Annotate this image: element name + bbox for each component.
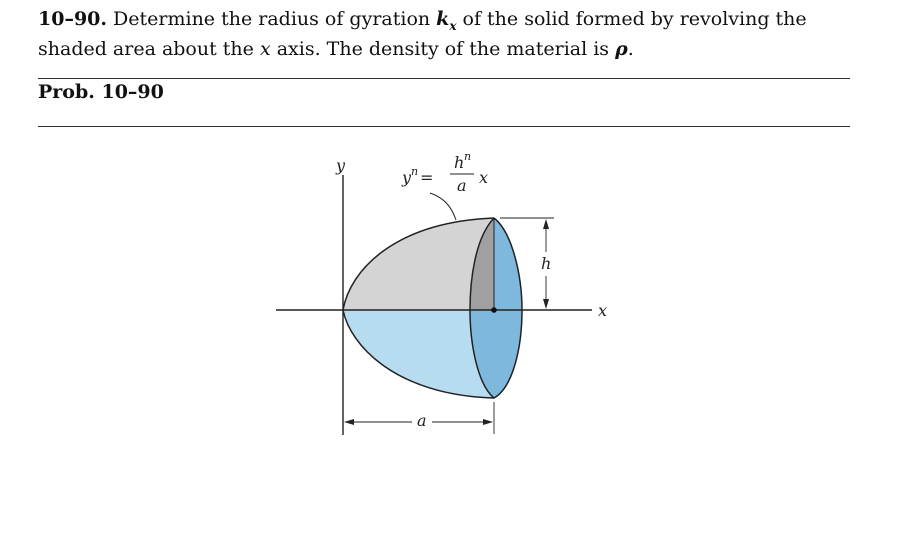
center-point [491,307,497,313]
eq-denominator: a [457,176,467,195]
y-axis-label: y [336,156,346,175]
problem-text-3: axis. The density of the material is [270,37,616,60]
eq-numerator-exponent: n [464,150,472,163]
h-arrow-top [543,219,549,229]
a-arrow-left [344,419,354,425]
eq-equals: = [420,168,434,187]
eq-rhs: x [479,168,489,187]
figure-label: Prob. 10–90 [38,81,164,103]
eq-lhs-exponent: n [411,165,419,178]
radius-symbol: $k_x$ [436,8,457,33]
a-arrow-right [483,419,493,425]
problem-text-1: Determine the radius of gyration [107,8,437,30]
density-symbol: ρ [615,37,628,60]
a-dimension-label: a [417,411,427,430]
curve-equation [401,150,488,195]
eq-lhs: y [402,168,412,187]
eq-numerator: h [454,153,465,172]
problem-text-2: of the solid formed by revolving the shaded area about the [38,8,807,60]
h-arrow-bottom [543,299,549,309]
problem-text-4: . [627,37,634,60]
problem-number: 10–90. [38,8,107,30]
h-dimension-label: h [541,254,552,273]
axis-variable: x [259,37,271,60]
equation-leader [430,193,456,220]
x-axis-label: x [598,301,608,320]
